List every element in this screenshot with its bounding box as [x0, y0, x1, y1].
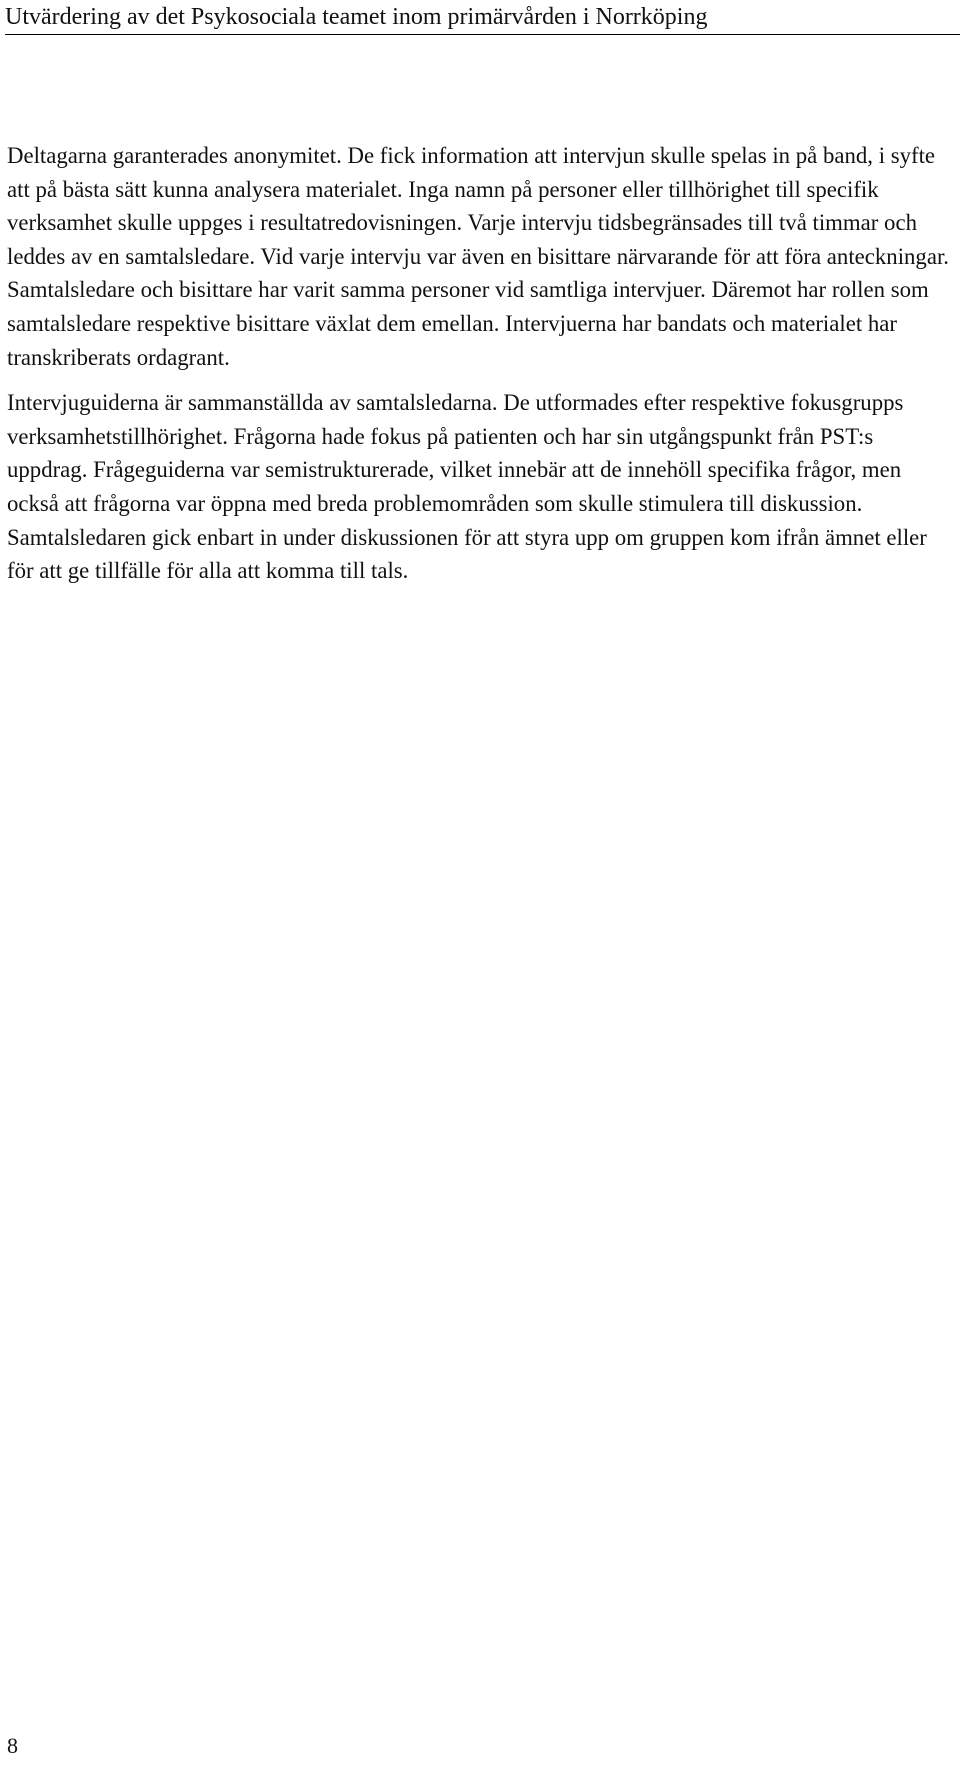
page-header	[5, 0, 960, 35]
page-number: 8	[7, 1733, 18, 1758]
paragraph-2: Intervjuguiderna är sammanställda av samtalsledarna. De utformades efter respektive fokusgrupps verksamhetstillhörighet. Frågorna hade fokus på patienten och har sin utgångspunkt från PST:s uppdrag. Frågeguiderna var semistrukturerade, vilket innebär att de innehöll specifika frågor, men också att frågorna var öppna med breda problemområden som skulle stimulera till diskussion. Samtalsledaren gick enbart in under diskussionen för att styra upp om gruppen kom ifrån ämnet eller för att ge tillfälle för alla att komma till tals.	[7, 390, 927, 584]
paragraph-1: Deltagarna garanterades anonymitet. De fick information att intervjun skulle spelas in på band, i syfte att på bästa sätt kunna analysera materialet. Inga namn på personer eller tillhörighet till specifik verksamhet skulle uppges i resultatredovisningen. Varje intervju tidsbegränsades till två timmar och leddes av en samtalsledare. Vid varje intervju var även en bisittare närvarande för att föra anteckningar. Samtalsledare och bisittare har varit samma personer vid samtliga intervjuer. Däremot har rollen som samtalsledare respektive bisittare växlat dem emellan. Intervjuerna har bandats och materialet har transkriberats ordagrant.	[7, 143, 949, 370]
document-title: Utvärdering av det Psykosociala teamet inom primärvården i Norrköping	[5, 4, 708, 30]
document-body	[7, 139, 952, 588]
